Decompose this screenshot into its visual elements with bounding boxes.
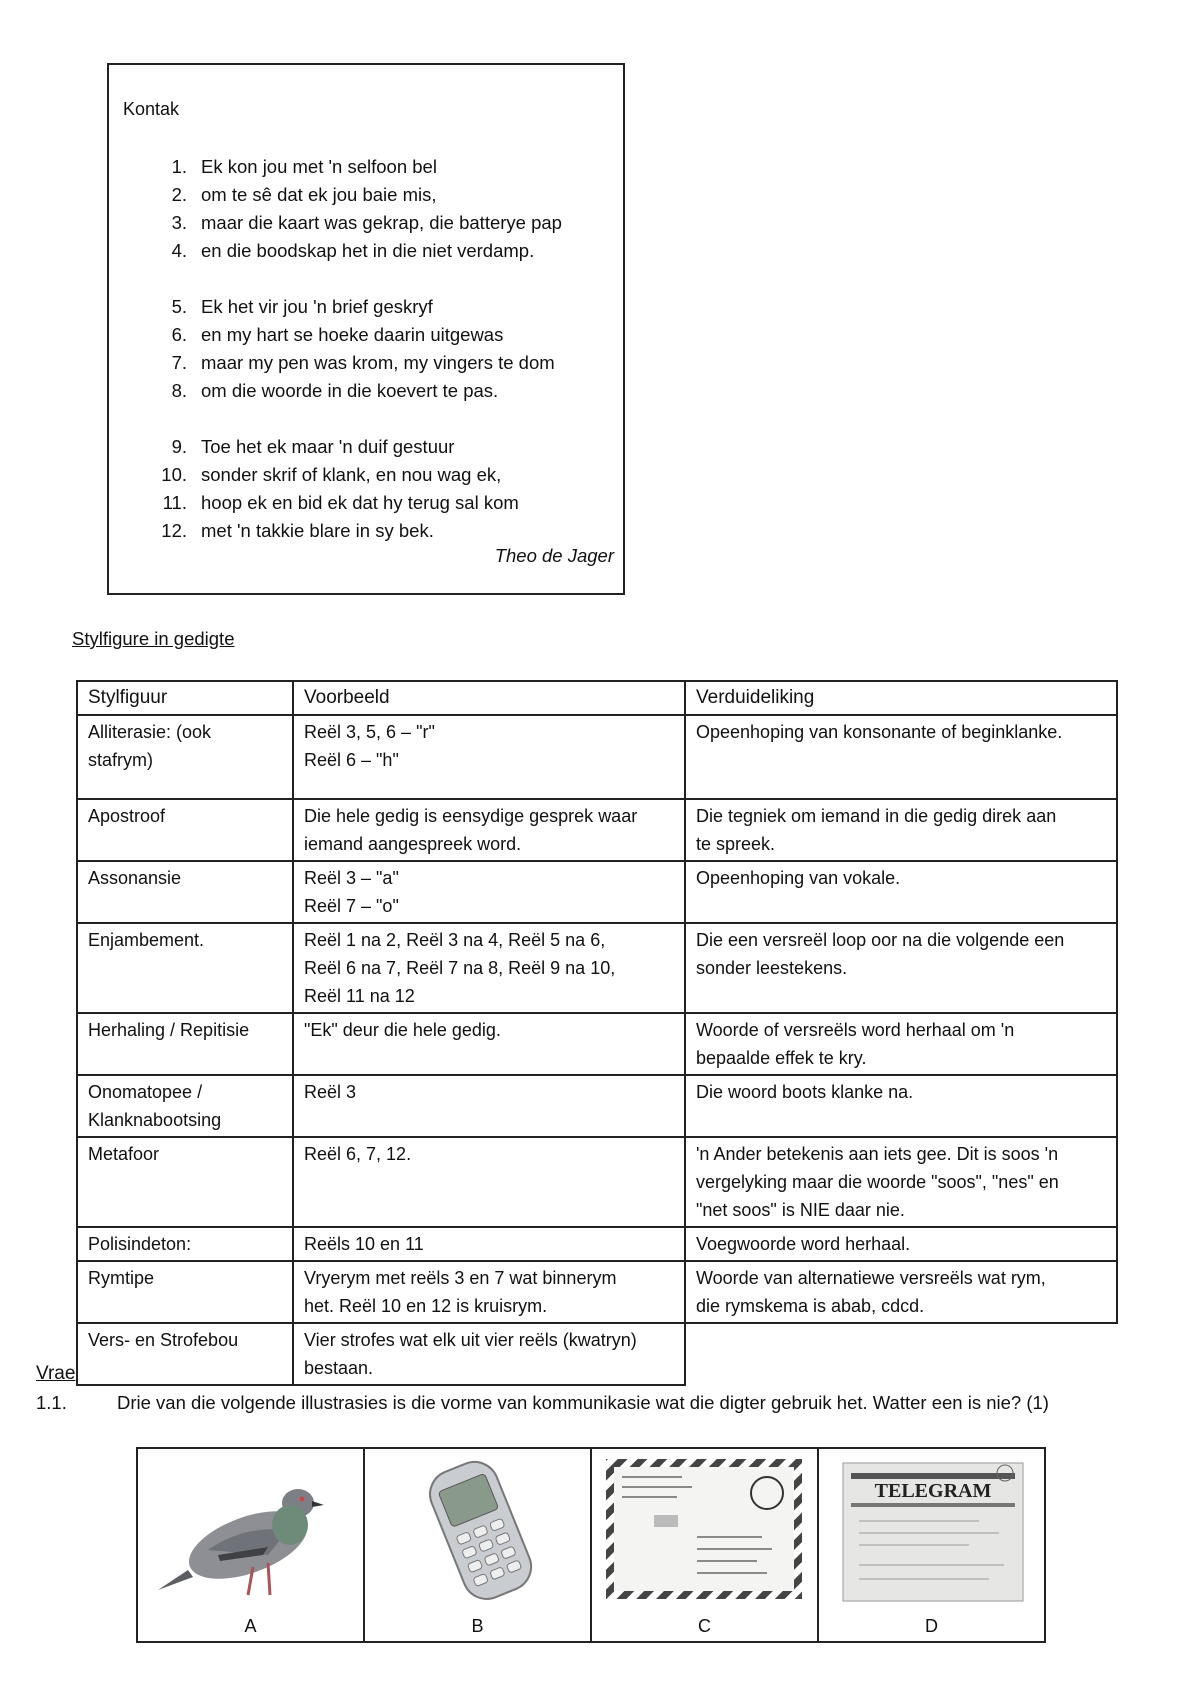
illustration-label: D <box>925 1616 938 1636</box>
cell-text-line: Klanknabootsing <box>88 1110 222 1130</box>
table-cell-explanation <box>685 923 1117 1013</box>
cell-text-line: Die hele gedig is eensydige gesprek waar <box>304 806 638 826</box>
poem-line: 3. maar die kaart was gekrap, die batterye pap <box>171 212 562 233</box>
illustration-a[interactable] <box>138 1449 365 1641</box>
cell-text-line: Opeenhoping van konsonante of beginklanke. <box>696 722 1063 742</box>
poem-line: 8. om die woorde in die koevert te pas. <box>171 380 499 401</box>
illustration-label: A <box>244 1616 257 1636</box>
cell-text-line: 'n Ander betekenis aan iets gee. Dit is soos 'n <box>696 1144 1059 1164</box>
table-cell-example <box>293 1075 685 1137</box>
poem-line: 9. Toe het ek maar 'n duif gestuur <box>171 436 455 457</box>
cell-text-line: Reëls 10 en 11 <box>304 1234 424 1254</box>
cell-text-line: Reël 11 na 12 <box>304 986 415 1006</box>
cell-text-line: iemand aangespreek word. <box>304 834 522 854</box>
table-cell-explanation <box>685 1137 1117 1227</box>
svg-text:TELEGRAM: TELEGRAM <box>874 1480 992 1502</box>
table-cell-example <box>293 861 685 923</box>
column-header: Stylfiguur <box>77 681 293 715</box>
cell-text-line: Apostroof <box>88 806 166 826</box>
cell-text-line: Metafoor <box>88 1144 160 1164</box>
poem-line: 4. en die boodskap het in die niet verdamp. <box>171 240 535 261</box>
cell-text-line: Die tegniek om iemand in die gedig direk aan <box>696 806 1057 826</box>
table-cell-figure <box>77 1227 293 1261</box>
cell-text-line: die rymskema is abab, cdcd. <box>696 1296 925 1316</box>
poem-line: 1. Ek kon jou met 'n selfoon bel <box>171 156 437 177</box>
table-row <box>77 799 1117 861</box>
table-row <box>77 1075 1117 1137</box>
cell-text-line: Reël 1 na 2, Reël 3 na 4, Reël 5 na 6, <box>304 930 606 950</box>
poem-line: 2. om te sê dat ek jou baie mis, <box>171 184 437 205</box>
cell-text-line: Vier strofes wat elk uit vier reëls (kwatryn) <box>304 1330 637 1350</box>
table-row <box>77 1137 1117 1227</box>
cell-text-line: Reël 3 <box>304 1082 357 1102</box>
table-cell-example <box>293 799 685 861</box>
section-title: Stylfigure in gedigte <box>72 628 235 649</box>
column-header: Voorbeeld <box>293 681 685 715</box>
cell-text-line: bestaan. <box>304 1358 374 1378</box>
table-row <box>77 1261 1117 1323</box>
poem-line: 5. Ek het vir jou 'n brief geskryf <box>171 296 433 317</box>
table-cell-figure <box>77 1013 293 1075</box>
cell-text-line: het. Reël 10 en 12 is kruisrym. <box>304 1296 548 1316</box>
cell-text-line: Reël 3, 5, 6 – "r" <box>304 722 435 742</box>
cell-text-line: Polisindeton: <box>88 1234 192 1254</box>
question-number: 1.1. <box>36 1392 67 1413</box>
table-row <box>77 715 1117 799</box>
cell-text-line: Vryerym met reëls 3 en 7 wat binnerym <box>304 1268 617 1288</box>
poem-author: Theo de Jager <box>494 545 614 566</box>
table-row <box>77 923 1117 1013</box>
illustration-d[interactable] <box>819 1449 1044 1641</box>
table-cell-example <box>293 1137 685 1227</box>
cell-text-line: Woorde van alternatiewe versreëls wat rym, <box>696 1268 1046 1288</box>
cell-text-line: "net soos" is NIE daar nie. <box>696 1200 905 1220</box>
illustration-label: C <box>698 1616 711 1636</box>
style-figures-table <box>76 680 1118 1386</box>
cell-text-line: Onomatopee / <box>88 1082 203 1102</box>
cell-text-line: stafrym) <box>88 750 153 770</box>
column-header: Verduideliking <box>685 681 1117 715</box>
table-cell-figure <box>77 861 293 923</box>
illustration-label: B <box>471 1616 484 1636</box>
poem-line: 12. met 'n takkie blare in sy bek. <box>161 520 434 541</box>
table-cell-explanation <box>685 1227 1117 1261</box>
table-cell-figure <box>77 1261 293 1323</box>
poem-line: 10. sonder skrif of klank, en nou wag ek, <box>161 464 502 485</box>
table-row <box>77 861 1117 923</box>
cell-text-line: te spreek. <box>696 834 776 854</box>
table-header-row <box>77 681 1117 715</box>
table-cell-figure <box>77 923 293 1013</box>
cell-text-line: Reël 6 – "h" <box>304 750 399 770</box>
cell-text-line: Vers- en Strofebou <box>88 1330 239 1350</box>
table-cell-explanation <box>685 799 1117 861</box>
table-cell-example <box>293 1323 685 1385</box>
cell-text-line: Enjambement. <box>88 930 205 950</box>
poem-title: Kontak <box>123 99 180 119</box>
cell-text-line: Opeenhoping van vokale. <box>696 868 901 888</box>
cellphone-icon <box>375 1455 579 1605</box>
pigeon-icon <box>148 1455 352 1605</box>
poem-box <box>107 63 625 595</box>
cell-text-line: Voegwoorde word herhaal. <box>696 1234 911 1254</box>
cell-text-line: Reël 6, 7, 12. <box>304 1144 412 1164</box>
cell-text-line: "Ek" deur die hele gedig. <box>304 1020 501 1040</box>
table-cell-figure <box>77 1323 293 1385</box>
poem-line: 7. maar my pen was krom, my vingers te dom <box>171 352 555 373</box>
table-cell-explanation <box>685 1075 1117 1137</box>
cell-text-line: Woorde of versreëls word herhaal om 'n <box>696 1020 1015 1040</box>
telegram-icon <box>829 1455 1033 1605</box>
table-cell-explanation <box>685 1261 1117 1323</box>
illustration-c[interactable] <box>592 1449 819 1641</box>
cell-text-line: Rymtipe <box>88 1268 155 1288</box>
table-cell-explanation <box>685 1013 1117 1075</box>
illustration-b[interactable] <box>365 1449 592 1641</box>
table-cell-empty <box>685 1323 1117 1385</box>
table-cell-figure <box>77 715 293 799</box>
cell-text-line: Alliterasie: (ook <box>88 722 212 742</box>
illustrations-panel <box>136 1447 1046 1643</box>
questions-title: Vrae <box>36 1363 76 1384</box>
cell-text-line: Assonansie <box>88 868 182 888</box>
poem-line: 6. en my hart se hoeke daarin uitgewas <box>171 324 504 345</box>
airmail-envelope-icon <box>602 1455 806 1605</box>
table-cell-example <box>293 1227 685 1261</box>
cell-text-line: Reël 3 – "a" <box>304 868 399 888</box>
cell-text-line: Herhaling / Repitisie <box>88 1020 250 1040</box>
table-row <box>77 1323 1117 1385</box>
table-cell-figure <box>77 1137 293 1227</box>
table-cell-example <box>293 923 685 1013</box>
table-cell-example <box>293 1261 685 1323</box>
table-row <box>77 1013 1117 1075</box>
poem-lines <box>149 153 562 545</box>
table-row <box>77 1227 1117 1261</box>
cell-text-line: vergelyking maar die woorde "soos", "nes" en <box>696 1172 1059 1192</box>
table-cell-figure <box>77 799 293 861</box>
table-cell-example <box>293 715 685 799</box>
question-text: Drie van die volgende illustrasies is die vorme van kommunikasie wat die digter gebruik het. Watter een is nie? (1) <box>117 1392 1049 1413</box>
table-cell-figure <box>77 1075 293 1137</box>
table-cell-explanation <box>685 715 1117 799</box>
table-cell-example <box>293 1013 685 1075</box>
cell-text-line: Reël 6 na 7, Reël 7 na 8, Reël 9 na 10, <box>304 958 616 978</box>
poem-line: 11. hoop ek en bid ek dat hy terug sal kom <box>162 492 519 513</box>
cell-text-line: sonder leestekens. <box>696 958 848 978</box>
cell-text-line: bepaalde effek te kry. <box>696 1048 867 1068</box>
cell-text-line: Die woord boots klanke na. <box>696 1082 914 1102</box>
cell-text-line: Reël 7 – "o" <box>304 896 399 916</box>
table-cell-explanation <box>685 861 1117 923</box>
cell-text-line: Die een versreël loop oor na die volgende een <box>696 930 1065 950</box>
